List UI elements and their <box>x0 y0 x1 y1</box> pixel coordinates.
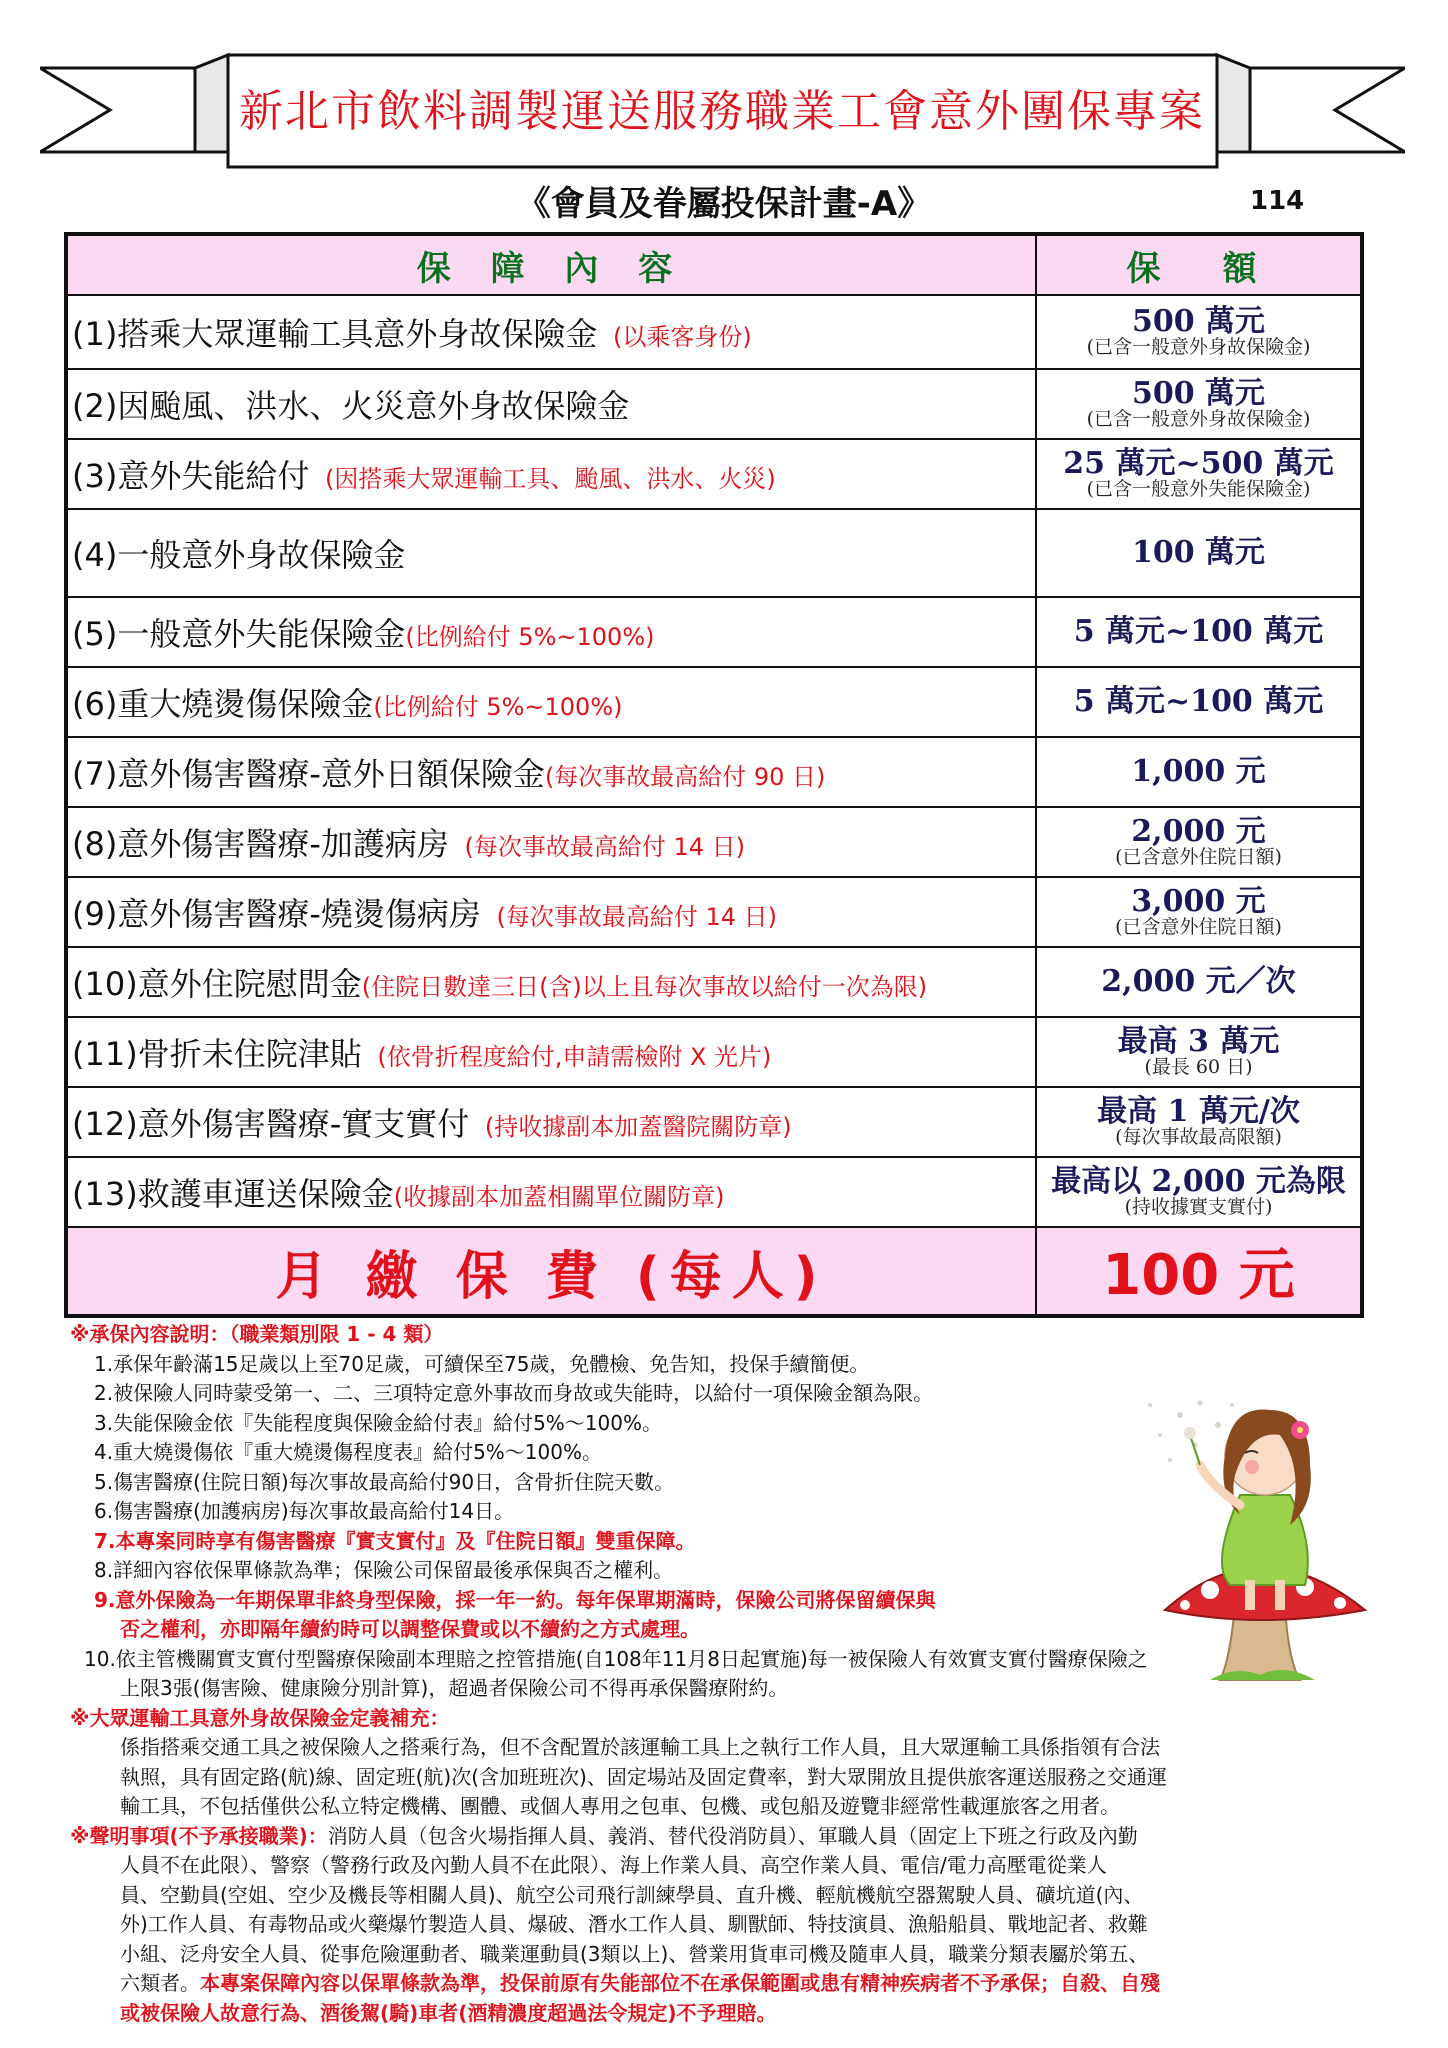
coverage-rows <box>66 295 1362 1227</box>
amount-column-header: 保 額 <box>1036 234 1362 295</box>
table-row <box>66 877 1362 947</box>
coverage-item-label: (11)骨折未住院津貼 <box>72 1035 362 1073</box>
note-item-10-cont: 上限3張(傷害險、健康險分別計算)，超過者保險公司不得再承保醫療附約。 <box>120 1676 789 1700</box>
transport-definition-text <box>70 1733 1390 1822</box>
declaration-line: 小組、泛舟安全人員、從事危險運動者、職業運動員(3類以上)、營業用貨車司機及隨車人員，職業分類表屬於第五、 <box>120 1941 1149 1966</box>
coverage-item-label: (10)意外住院慰問金 <box>72 965 362 1003</box>
coverage-item <box>66 1087 1036 1157</box>
coverage-amount-note: (已含意外住院日額) <box>1115 915 1282 938</box>
coverage-amount <box>1036 597 1362 667</box>
note-item-9-cont: 否之權利，亦即隔年續約時可以調整保費或以不續約之方式處理。 <box>120 1617 700 1641</box>
table-row <box>66 737 1362 807</box>
coverage-amount <box>1036 947 1362 1017</box>
page-title: 新北市飲料調製運送服務職業工會意外團保專案 <box>239 86 1205 137</box>
declaration-line: 員、空勤員(空姐、空少及機長等相關人員)、航空公司飛行訓練學員、直升機、輕航機航空器駕駛人員、礦坑道(內、 <box>120 1882 1144 1907</box>
coverage-amount-value: 25 萬元~500 萬元 <box>1063 446 1334 482</box>
coverage-item-note: (持收據副本加蓋醫院關防章) <box>477 1113 792 1141</box>
declaration-warning-cont: 或被保險人故意行為、酒後駕(騎)車者(酒精濃度超過法令規定)不予理賠。 <box>120 2000 777 2025</box>
year-label: 114 <box>1250 186 1305 216</box>
transport-definition-line: 執照，具有固定路(航)線、固定班(航)次(含加班班次)、固定場站及固定費率，對大眾開放且提供旅客運送服務之交通運 <box>120 1764 1167 1789</box>
coverage-item-note: (收據副本加蓋相關單位關防章) <box>393 1183 725 1211</box>
plan-subtitle: 《會員及眷屬投保計畫-A》 <box>516 184 932 224</box>
note-item: 8.詳細內容依保單條款為準；保險公司保留最後承保與否之權利。 <box>94 1558 674 1582</box>
table-row <box>66 597 1362 667</box>
coverage-item <box>66 1157 1036 1227</box>
table-row <box>66 369 1362 439</box>
coverage-item-label: (13)救護車運送保險金 <box>72 1175 394 1213</box>
coverage-item-note: (每次事故最高給付 14 日) <box>488 903 778 931</box>
coverage-amount-note: (已含一般意外失能保險金) <box>1086 477 1311 500</box>
declaration-warning: 本專案保障內容以保單條款為準，投保前原有失能部位不在承保範圍或患有精神疾病者不予承保；自殺、自殘 <box>200 1971 1160 1995</box>
declaration-first-line <box>70 1822 1390 1852</box>
coverage-item-note: (每次事故最高給付 14 日) <box>456 833 746 861</box>
coverage-item <box>66 1017 1036 1087</box>
coverage-amount-value: 100 萬元 <box>1131 535 1266 571</box>
note-item-10: 10.依主管機關實支實付型醫療保險副本理賠之控管措施(自108年11月8日起實施)每一被保險人有效實支實付醫療保險之 <box>84 1646 1148 1671</box>
coverage-amount <box>1036 1017 1362 1087</box>
table-row <box>66 439 1362 509</box>
coverage-item-label: (5)一般意外失能保險金 <box>72 615 406 653</box>
coverage-column-header: 保 障 內 容 <box>66 234 1036 295</box>
coverage-amount <box>1036 439 1362 509</box>
coverage-amount <box>1036 509 1362 597</box>
table-row <box>66 295 1362 369</box>
note-item: 7.本專案同時享有傷害醫療『實支實付』及『住院日額』雙重保障。 <box>94 1528 696 1553</box>
coverage-amount-value: 1,000 元 <box>1131 754 1266 790</box>
coverage-item <box>66 295 1036 369</box>
coverage-amount-note: (已含一般意外身故保險金) <box>1086 407 1311 430</box>
declaration-last-plain: 六類者。 <box>120 1971 200 1995</box>
coverage-amount-value: 5 萬元~100 萬元 <box>1073 614 1324 650</box>
coverage-item <box>66 877 1036 947</box>
coverage-amount-value: 500 萬元 <box>1131 376 1266 412</box>
note-item-9: 9.意外保險為一年期保單非終身型保險，採一年一約。每年保單期滿時，保險公司將保留續保與 <box>94 1587 936 1612</box>
coverage-item-note: (住院日數達三日(含)以上且每次事故以給付一次為限) <box>361 973 928 1001</box>
coverage-notes-header: ※承保內容說明：（職業類別限 1 - 4 類） <box>70 1322 444 1346</box>
monthly-fee-amount: 100 元 <box>1036 1227 1362 1316</box>
coverage-amount-note: (每次事故最高限額) <box>1115 1125 1282 1148</box>
monthly-fee-row <box>66 1227 1362 1316</box>
transport-definition-header: ※大眾運輸工具意外身故保險金定義補充： <box>70 1705 450 1730</box>
coverage-table <box>64 232 1364 1318</box>
table-header-row <box>66 234 1362 295</box>
note-item: 5.傷害醫療(住院日額)每次事故最高給付90日，含骨折住院天數。 <box>94 1469 675 1494</box>
table-row <box>66 509 1362 597</box>
table-row <box>66 947 1362 1017</box>
coverage-amount <box>1036 369 1362 439</box>
coverage-amount-note: (最長 60 日) <box>1144 1055 1253 1078</box>
coverage-amount <box>1036 877 1362 947</box>
declaration-text: 消防人員（包含火場指揮人員、義消、替代役消防員）、軍職人員（固定上下班之行政及內勤 <box>327 1823 1138 1848</box>
coverage-item-label: (3)意外失能給付 <box>72 457 310 495</box>
coverage-amount-value: 500 萬元 <box>1131 304 1266 340</box>
table-row <box>66 667 1362 737</box>
transport-definition-line: 輸工具，不包括僅供公私立特定機構、團體、或個人專用之包車、包機、或包船及遊覽非經常性載運旅客之用者。 <box>120 1794 1120 1818</box>
coverage-item-label: (7)意外傷害醫療-意外日額保險金 <box>72 755 545 793</box>
coverage-amount-value: 5 萬元~100 萬元 <box>1073 684 1324 720</box>
note-item: 2.被保險人同時蒙受第一、二、三項特定意外事故而身故或失能時，以給付一項保險金額為限。 <box>94 1381 934 1405</box>
girl-on-mushroom-illustration <box>1140 1375 1380 1690</box>
coverage-item <box>66 947 1036 1017</box>
coverage-amount-value: 最高 3 萬元 <box>1117 1024 1280 1060</box>
declaration-lines <box>70 1851 1390 1969</box>
table-row <box>66 807 1362 877</box>
coverage-item <box>66 439 1036 509</box>
coverage-item-label: (2)因颱風、洪水、火災意外身故保險金 <box>72 387 630 425</box>
table-row <box>66 1087 1362 1157</box>
coverage-item <box>66 807 1036 877</box>
transport-definition-line: 係指搭乘交通工具之被保險人之搭乘行為，但不含配置於該運輸工具上之執行工作人員，且大眾運輸工具係指領有合法 <box>120 1735 1160 1759</box>
coverage-amount <box>1036 807 1362 877</box>
coverage-item-note: (比例給付 5%~100%) <box>405 623 655 651</box>
coverage-item-label: (1)搭乘大眾運輸工具意外身故保險金 <box>72 315 598 353</box>
coverage-item <box>66 737 1036 807</box>
coverage-amount-note: (已含意外住院日額) <box>1115 845 1282 868</box>
coverage-item-label: (4)一般意外身故保險金 <box>72 536 406 574</box>
coverage-amount <box>1036 667 1362 737</box>
coverage-amount-value: 最高以 2,000 元為限 <box>1051 1164 1346 1200</box>
declaration-last-line <box>70 1969 1390 1999</box>
coverage-item-label: (6)重大燒燙傷保險金 <box>72 685 374 723</box>
coverage-amount <box>1036 1087 1362 1157</box>
coverage-item-note: (每次事故最高給付 90 日) <box>544 763 826 791</box>
note-item: 6.傷害醫療(加護病房)每次事故最高給付14日。 <box>94 1499 515 1523</box>
table-row <box>66 1017 1362 1087</box>
table-row <box>66 1157 1362 1227</box>
note-item: 4.重大燒燙傷依『重大燒燙傷程度表』給付5%～100%。 <box>94 1440 602 1464</box>
coverage-amount-value: 3,000 元 <box>1131 884 1266 920</box>
coverage-item <box>66 667 1036 737</box>
coverage-item-note: (以乘客身份) <box>605 323 752 351</box>
coverage-item <box>66 369 1036 439</box>
note-item: 3.失能保險金依『失能程度與保險金給付表』給付5%～100%。 <box>94 1410 662 1435</box>
declaration-line: 外)工作人員、有毒物品或火藥爆竹製造人員、爆破、潛水工作人員、馴獸師、特技演員、漁船船員、戰地記者、救難 <box>120 1912 1148 1936</box>
coverage-item-label: (8)意外傷害醫療-加護病房 <box>72 825 449 863</box>
coverage-amount-value: 2,000 元 <box>1131 814 1266 850</box>
coverage-amount-note: (持收據實支實付) <box>1124 1195 1273 1218</box>
coverage-item <box>66 597 1036 667</box>
coverage-item-note: (依骨折程度給付,申請需檢附 X 光片) <box>369 1043 772 1071</box>
declaration-line: 人員不在此限）、警察（警務行政及內勤人員不在此限）、海上作業人員、高空作業人員、電信/電力高壓電從業人 <box>120 1853 1107 1877</box>
note-item: 1.承保年齡滿15足歲以上至70足歲，可續保至75歲，免體檢、免告知，投保手續簡便。 <box>94 1351 870 1376</box>
monthly-fee-label: 月 繳 保 費 (每人) <box>66 1227 1036 1316</box>
coverage-item-label: (12)意外傷害醫療-實支實付 <box>72 1105 470 1143</box>
coverage-amount-note: (已含一般意外身故保險金) <box>1086 335 1311 358</box>
coverage-item-note: (因搭乘大眾運輸工具、颱風、洪水、火災) <box>317 465 776 493</box>
coverage-amount <box>1036 295 1362 369</box>
declaration-header: ※聲明事項(不予承接職業)： <box>70 1823 328 1848</box>
coverage-amount-value: 2,000 元／次 <box>1101 964 1296 1000</box>
coverage-amount <box>1036 1157 1362 1227</box>
coverage-amount-value: 最高 1 萬元/次 <box>1097 1094 1300 1130</box>
coverage-item-label: (9)意外傷害醫療-燒燙傷病房 <box>72 895 481 933</box>
coverage-item-note: (比例給付 5%~100%) <box>373 693 623 721</box>
coverage-item <box>66 509 1036 597</box>
coverage-amount <box>1036 737 1362 807</box>
